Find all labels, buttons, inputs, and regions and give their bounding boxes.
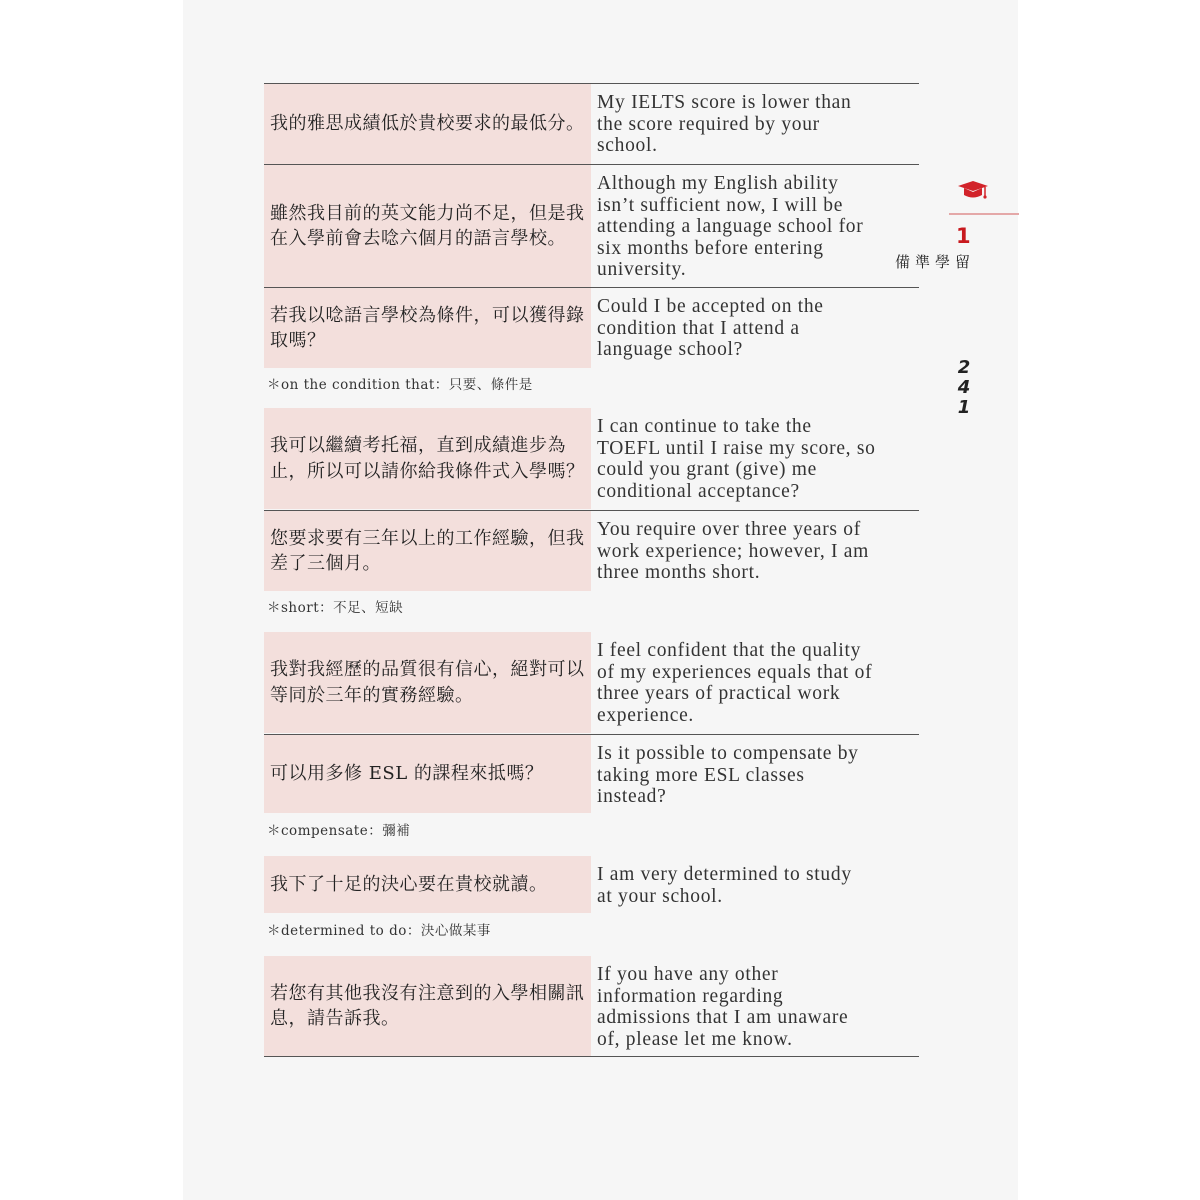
vocab-note: ＊on the condition that：只要、條件是 — [267, 377, 533, 393]
english-line: TOEFL until I raise my score, so — [597, 437, 876, 459]
row-divider — [264, 1056, 919, 1057]
english-phrase-cell — [597, 84, 919, 164]
english-line: I can continue to take the — [597, 416, 812, 437]
page-digit: 4 — [957, 377, 971, 398]
sidebar-divider — [949, 213, 1019, 215]
chinese-phrase: 雖然我目前的英文能力尚不足，但是我在入學前會去唸六個月的語言學校。 — [270, 202, 585, 249]
page-digit: 1 — [957, 397, 971, 418]
phrase-row — [264, 84, 919, 164]
english-line: of my experiences equals that of — [597, 661, 873, 683]
graduation-cap-icon — [957, 178, 989, 202]
english-line: information regarding — [597, 985, 784, 1007]
english-line: the score required by your — [597, 113, 820, 135]
english-phrase-cell — [597, 165, 919, 287]
english-phrase-cell — [597, 956, 919, 1056]
english-line: three months short. — [597, 562, 761, 584]
english-line: You require over three years of — [597, 519, 861, 540]
english-line: school. — [597, 135, 658, 157]
phrase-row — [264, 511, 919, 591]
english-line: could you grant (give) me — [597, 459, 818, 481]
english-phrase-cell — [597, 288, 919, 368]
english-line: university. — [597, 259, 687, 281]
english-line: instead? — [597, 786, 667, 808]
vocab-note: ＊short：不足、短缺 — [267, 600, 404, 616]
chinese-phrase-cell — [264, 632, 591, 733]
english-line: attending a language school for — [597, 216, 864, 238]
chinese-phrase: 我的雅思成績低於貴校要求的最低分。 — [270, 113, 585, 135]
chinese-phrase: 我對我經歷的品質很有信心，絕對可以等同於三年的實務經驗。 — [270, 659, 585, 706]
chinese-phrase: 若我以唸語言學校為條件，可以獲得錄取嗎？ — [270, 304, 585, 351]
english-line: work experience; however, I am — [597, 540, 869, 562]
english-line: admissions that I am unaware — [597, 1007, 849, 1029]
chinese-phrase: 若您有其他我沒有注意到的入學相關訊息，請告訴我。 — [270, 982, 585, 1029]
vocab-note: ＊compensate：彌補 — [267, 823, 411, 839]
english-line: experience. — [597, 704, 695, 726]
phrase-row — [264, 632, 919, 733]
english-line: language school? — [597, 339, 744, 361]
phrase-row — [264, 408, 919, 509]
phrase-row — [264, 288, 919, 368]
phrase-row — [264, 956, 919, 1056]
phrase-row — [264, 735, 919, 813]
page-number — [956, 358, 972, 418]
english-phrase-cell — [597, 511, 919, 591]
chinese-phrase: 我下了十足的決心要在貴校就讀。 — [270, 873, 548, 895]
page-digit: 2 — [957, 357, 971, 378]
english-line: Is it possible to compensate by — [597, 743, 859, 764]
chinese-phrase: 我可以繼續考托福，直到成績進步為止，所以可以請你給我條件式入學嗎？ — [270, 435, 585, 482]
chinese-phrase-cell — [264, 165, 591, 287]
phrase-row — [264, 856, 919, 913]
chinese-phrase-cell — [264, 956, 591, 1056]
english-line: isn’t sufficient now, I will be — [597, 194, 844, 216]
english-line: of, please let me know. — [597, 1028, 793, 1050]
phrase-row — [264, 165, 919, 287]
english-line: taking more ESL classes — [597, 764, 805, 786]
english-line: My IELTS score is lower than — [597, 92, 852, 113]
chinese-phrase-cell — [264, 288, 591, 368]
chinese-phrase-cell — [264, 511, 591, 591]
chapter-title: 留學準備 — [893, 254, 971, 269]
chinese-phrase: 您要求要有三年以上的工作經驗，但我差了三個月。 — [270, 527, 585, 574]
english-phrase-cell — [597, 632, 919, 733]
english-line: three years of practical work — [597, 683, 841, 705]
chinese-phrase-cell — [264, 856, 591, 913]
english-line: conditional acceptance? — [597, 480, 800, 502]
english-phrase-cell — [597, 408, 919, 509]
english-phrase-cell — [597, 735, 919, 813]
english-line: I feel confident that the quality — [597, 640, 862, 661]
chinese-phrase: 可以用多修 ESL 的課程來抵嗎？ — [270, 763, 544, 785]
english-line: at your school. — [597, 885, 723, 907]
vocab-note: ＊determined to do：決心做某事 — [267, 923, 491, 939]
chapter-number: 1 — [956, 224, 971, 248]
chinese-phrase-cell — [264, 408, 591, 509]
english-line: condition that I attend a — [597, 317, 800, 339]
english-line: Although my English ability — [597, 173, 839, 194]
english-line: If you have any other — [597, 964, 779, 985]
english-phrase-cell — [597, 856, 919, 913]
chinese-phrase-cell — [264, 84, 591, 164]
english-line: six months before entering — [597, 237, 824, 259]
english-line: Could I be accepted on the — [597, 296, 824, 317]
chinese-phrase-cell — [264, 735, 591, 813]
english-line: I am very determined to study — [597, 864, 852, 885]
